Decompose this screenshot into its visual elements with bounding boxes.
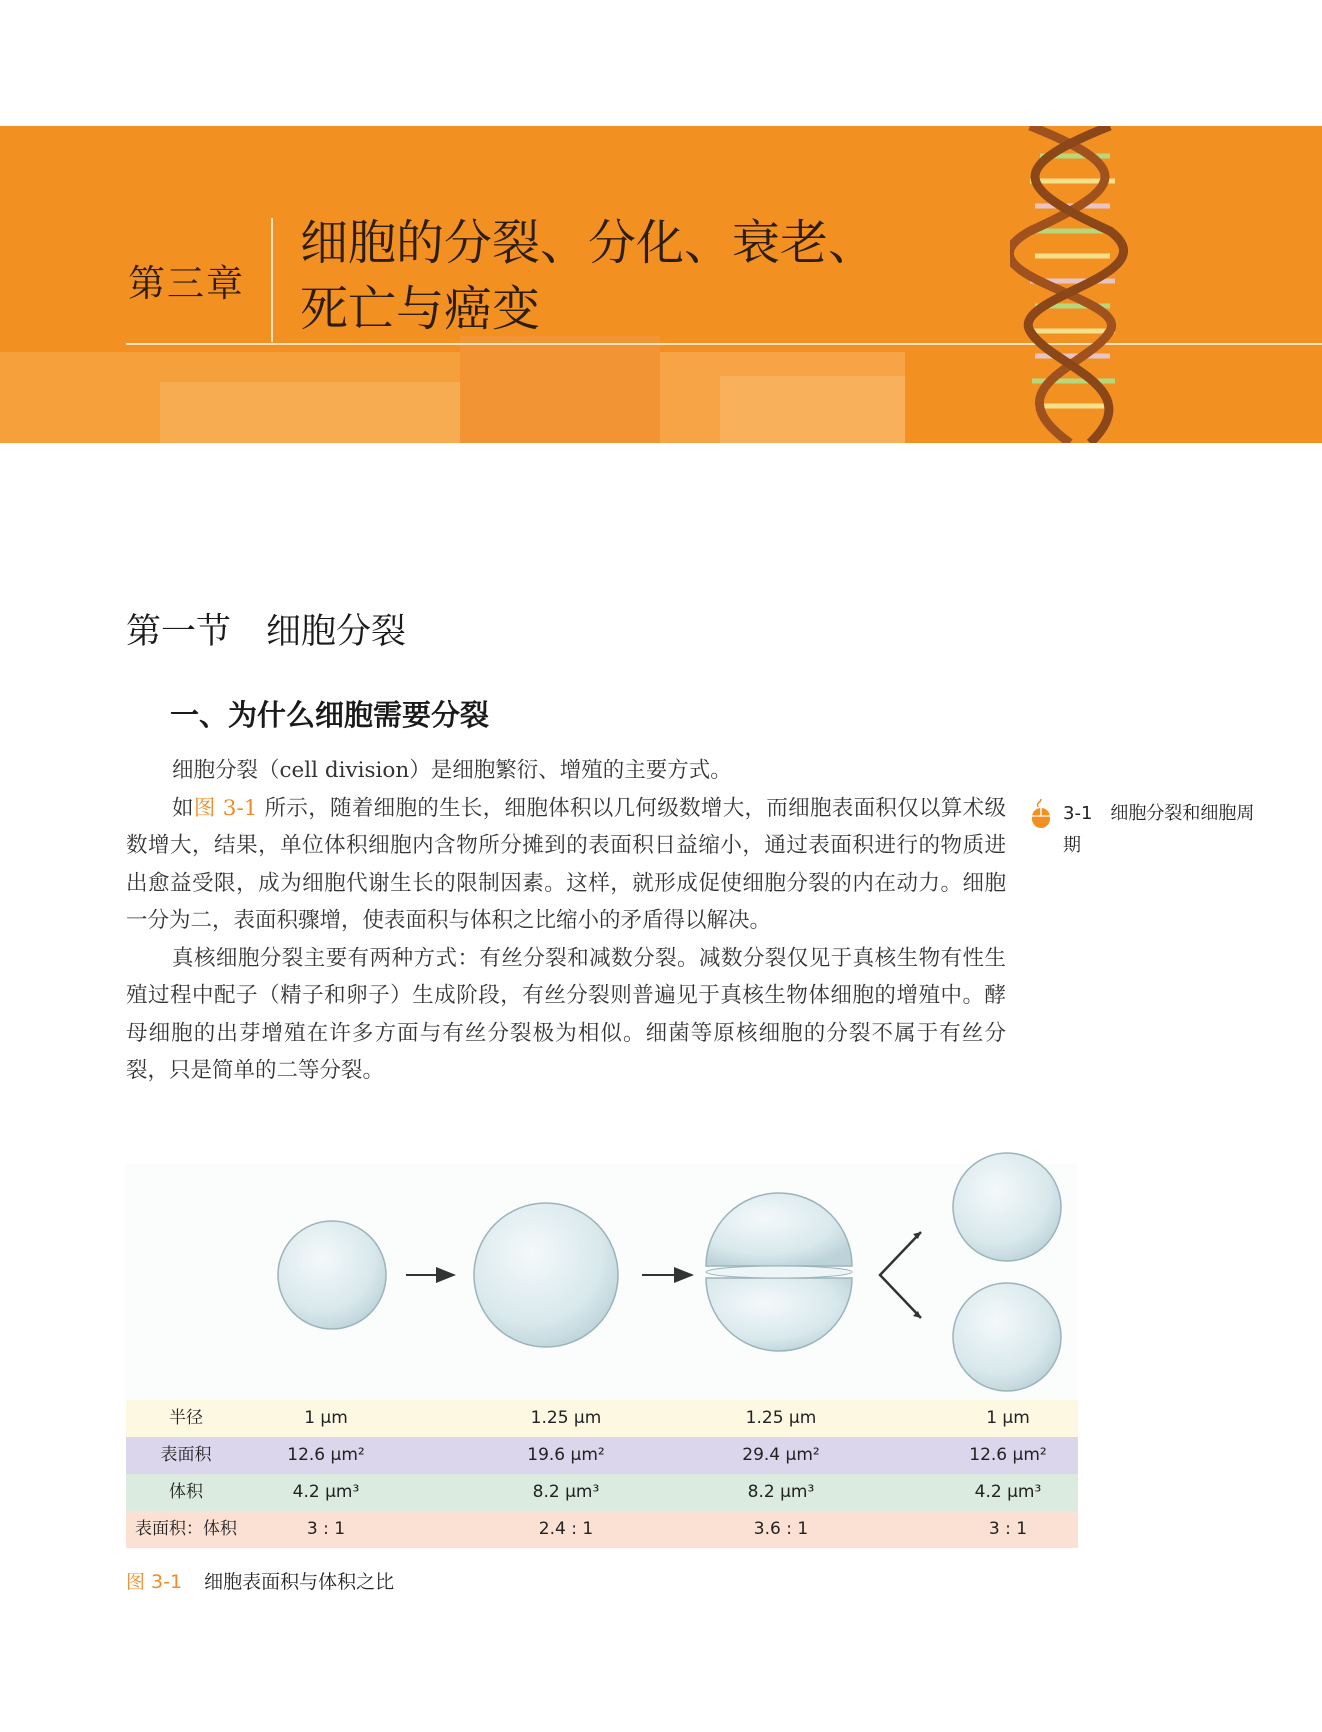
table-cell: 29.4 μm² [742, 1445, 820, 1465]
table-cell: 1 μm [986, 1408, 1030, 1428]
paragraph-2-prefix: 如 [172, 795, 194, 821]
chapter-number: 第三章 [128, 262, 245, 305]
paragraph-3: 真核细胞分裂主要有两种方式：有丝分裂和减数分裂。减数分裂仅见于真核生物有性生殖过程中配子（精子和卵子）生成阶段，有丝分裂则普遍见于真核生物体细胞的增殖中。酵母细胞的出芽增殖在许多方面与有丝分裂极为相似。细菌等原核细胞的分裂不属于有丝分裂，只是简单的二等分裂。 [126, 945, 1006, 1083]
section-title: 第一节 细胞分裂 [126, 612, 407, 652]
mouse-icon [1030, 799, 1052, 829]
table-cell: 8.2 μm³ [532, 1482, 600, 1502]
chapter-title-line1: 细胞的分裂、分化、衰老、 [300, 215, 877, 271]
cell-small [278, 1221, 386, 1329]
paragraph-2-text: 所示，随着细胞的生长，细胞体积以几何级数增大，而细胞表面积仅以算术级数增大，结果，单位体积细胞内含物所分摊到的表面积日益缩小，通过表面积进行的物质进出愈益受限，成为细胞代谢生长的限制因素。这样，就形成促使细胞分裂的内在动力。细胞一分为二，表面积骤增，使表面积与体积之比缩小的矛盾得以解决。 [126, 795, 1006, 933]
table-cell: 3 : 1 [306, 1519, 346, 1539]
figure-data-table [126, 1400, 1078, 1548]
body-text [126, 752, 1006, 1090]
row-label: 体积 [169, 1482, 203, 1502]
table-cell: 2.4 : 1 [538, 1519, 594, 1539]
cell-division-diagram [126, 1144, 1078, 1400]
side-note-text: 3-1 细胞分裂和细胞周期 [1063, 803, 1255, 856]
banner-divider [271, 218, 273, 342]
table-cell: 1.25 μm [745, 1408, 817, 1428]
cell-grown [474, 1203, 618, 1347]
row-label: 表面积：体积 [135, 1519, 237, 1539]
table-cell: 12.6 μm² [969, 1445, 1047, 1465]
figure-reference-link[interactable]: 图 3-1 [193, 795, 258, 821]
dna-helix-icon [1010, 126, 1140, 443]
table-row-ratio [126, 1511, 1078, 1548]
subsection-title: 一、为什么细胞需要分裂 [170, 698, 490, 732]
paragraph-1: 细胞分裂（cell division）是细胞繁衍、增殖的主要方式。 [172, 758, 732, 783]
table-cell: 8.2 μm³ [747, 1482, 815, 1502]
chapter-banner [0, 126, 1322, 443]
figure-caption-text: 细胞表面积与体积之比 [204, 1571, 395, 1593]
table-cell: 4.2 μm³ [974, 1482, 1042, 1502]
chapter-title-line2: 死亡与癌变 [300, 281, 541, 337]
figure-caption-number: 图 3-1 [126, 1571, 183, 1593]
banner-rule [126, 343, 1322, 345]
row-label: 表面积 [160, 1445, 212, 1465]
figure-caption [126, 1567, 394, 1594]
row-label: 半径 [169, 1408, 203, 1428]
table-cell: 3 : 1 [988, 1519, 1028, 1539]
side-note-link[interactable] [1030, 798, 1255, 862]
table-cell: 19.6 μm² [527, 1445, 605, 1465]
daughter-cell-top [953, 1153, 1061, 1261]
table-cell: 4.2 μm³ [292, 1482, 360, 1502]
table-cell: 1 μm [304, 1408, 348, 1428]
table-row-radius [126, 1400, 1078, 1437]
table-row-volume [126, 1474, 1078, 1511]
table-cell: 12.6 μm² [287, 1445, 365, 1465]
table-cell: 3.6 : 1 [753, 1519, 809, 1539]
table-row-surface-area [126, 1437, 1078, 1474]
paragraph-2 [126, 790, 1006, 940]
table-cell: 1.25 μm [530, 1408, 602, 1428]
chapter-title [300, 210, 940, 342]
daughter-cell-bottom [953, 1283, 1061, 1391]
